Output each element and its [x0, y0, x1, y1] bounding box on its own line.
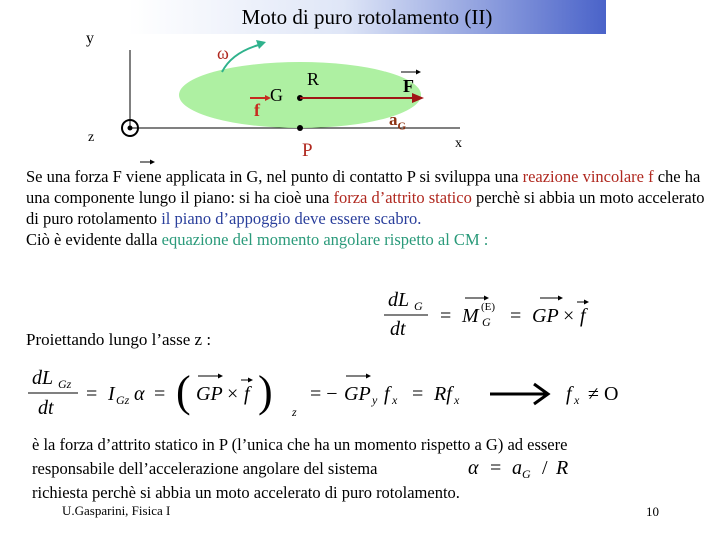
- axis-x-label: x: [455, 136, 462, 151]
- svg-text:f: f: [566, 383, 572, 405]
- svg-text:G: G: [522, 467, 531, 481]
- page-number: 10: [646, 504, 659, 519]
- projection-label: Proiettando lungo l’asse z :: [26, 330, 212, 349]
- contact-point-label: P: [302, 140, 313, 161]
- svg-text:=: =: [440, 305, 452, 327]
- conclusion-line: richiesta perchè si abbia un moto accelerato di puro rotolamento.: [32, 483, 460, 502]
- radius-label: R: [307, 69, 320, 89]
- text-segment: Ciò è evidente dalla: [26, 230, 162, 249]
- highlight-attrito: forza d’attrito statico: [333, 188, 472, 207]
- svg-text:/: /: [542, 457, 548, 479]
- svg-text:(: (: [176, 367, 191, 416]
- svg-text:R: R: [556, 457, 569, 479]
- svg-text:GP: GP: [344, 383, 371, 405]
- highlight-reazione: reazione vincolare f: [522, 167, 654, 186]
- svg-text:dt: dt: [390, 318, 406, 340]
- svg-text:f: f: [384, 383, 390, 405]
- svg-text:= −: = −: [310, 383, 338, 405]
- svg-text:G: G: [482, 315, 491, 329]
- z-axis-dot: [128, 126, 133, 131]
- center-label: G: [270, 85, 283, 105]
- svg-text:f: f: [244, 383, 250, 405]
- conclusion-line: responsabile dell’accelerazione angolare del sistema: [32, 459, 378, 478]
- axis-y-label: y: [86, 30, 94, 47]
- svg-text:=: =: [154, 383, 166, 405]
- svg-text:Gz: Gz: [116, 393, 130, 407]
- footer-author: U.Gasparini, Fisica I: [62, 503, 171, 518]
- svg-text:x: x: [392, 393, 398, 407]
- svg-text:y: y: [372, 393, 378, 407]
- friction-label: f: [254, 100, 260, 120]
- svg-text:): ): [258, 367, 273, 416]
- svg-text:=: =: [412, 383, 424, 405]
- equation-alpha: [462, 452, 592, 484]
- svg-text:α: α: [134, 383, 145, 405]
- text-segment: che ha una componente lungo il piano: si ha cioè una: [26, 167, 701, 207]
- text-arrow-F-head: [150, 160, 155, 165]
- axis-z-label: z: [88, 130, 95, 145]
- svg-text:×: ×: [563, 305, 575, 327]
- svg-text:M: M: [462, 305, 479, 327]
- svg-text:z: z: [292, 405, 297, 419]
- text-segment: Se una forza F viene applicata in G, nel punto di contatto P si sviluppa una: [26, 167, 523, 186]
- svg-text:α: α: [468, 457, 479, 479]
- svg-text:×: ×: [227, 383, 239, 405]
- svg-text:dt: dt: [38, 397, 54, 419]
- F-vector-head: [416, 70, 421, 75]
- equation-angular-momentum: [370, 284, 640, 344]
- svg-text:=: =: [86, 383, 98, 405]
- omega-arrowhead: [256, 40, 266, 49]
- svg-text:=: =: [490, 457, 502, 479]
- svg-text:G: G: [414, 299, 423, 313]
- svg-text:GP: GP: [196, 383, 223, 405]
- conclusion-paragraph: [32, 433, 702, 505]
- svg-text:dL: dL: [32, 367, 54, 389]
- svg-text:f: f: [580, 305, 586, 327]
- svg-text:GP: GP: [532, 305, 559, 327]
- svg-text:x: x: [454, 393, 460, 407]
- text-segment: perchè si abbia un moto accelerato di puro rotolamento: [26, 188, 705, 228]
- svg-text:(E): (E): [481, 301, 496, 313]
- highlight-equazione: equazione del momento angolare rispetto al CM :: [161, 230, 489, 249]
- point-P: [297, 125, 303, 131]
- omega-label: ω: [217, 43, 229, 63]
- force-label: F: [403, 76, 414, 96]
- page-title: Moto di puro rotolamento (II): [241, 5, 493, 29]
- conclusion-line: è la forza d’attrito statico in P (l’unica che ha un momento rispetto a G) ad essere: [32, 435, 568, 454]
- svg-text:Rf: Rf: [434, 383, 452, 405]
- svg-text:a: a: [512, 457, 522, 479]
- svg-text:Gz: Gz: [58, 377, 72, 391]
- svg-text:I: I: [108, 383, 115, 405]
- svg-text:dL: dL: [388, 289, 410, 311]
- equation-projection: [26, 362, 686, 422]
- rolling-diagram: [0, 0, 720, 170]
- svg-text:=: =: [510, 305, 522, 327]
- explanation-paragraph: [26, 166, 716, 250]
- svg-text:≠ O: ≠ O: [588, 383, 619, 405]
- acceleration-label: $a_G$: [389, 110, 407, 133]
- svg-text:x: x: [574, 393, 580, 407]
- highlight-piano: il piano d’appoggio deve essere scabro.: [161, 209, 422, 228]
